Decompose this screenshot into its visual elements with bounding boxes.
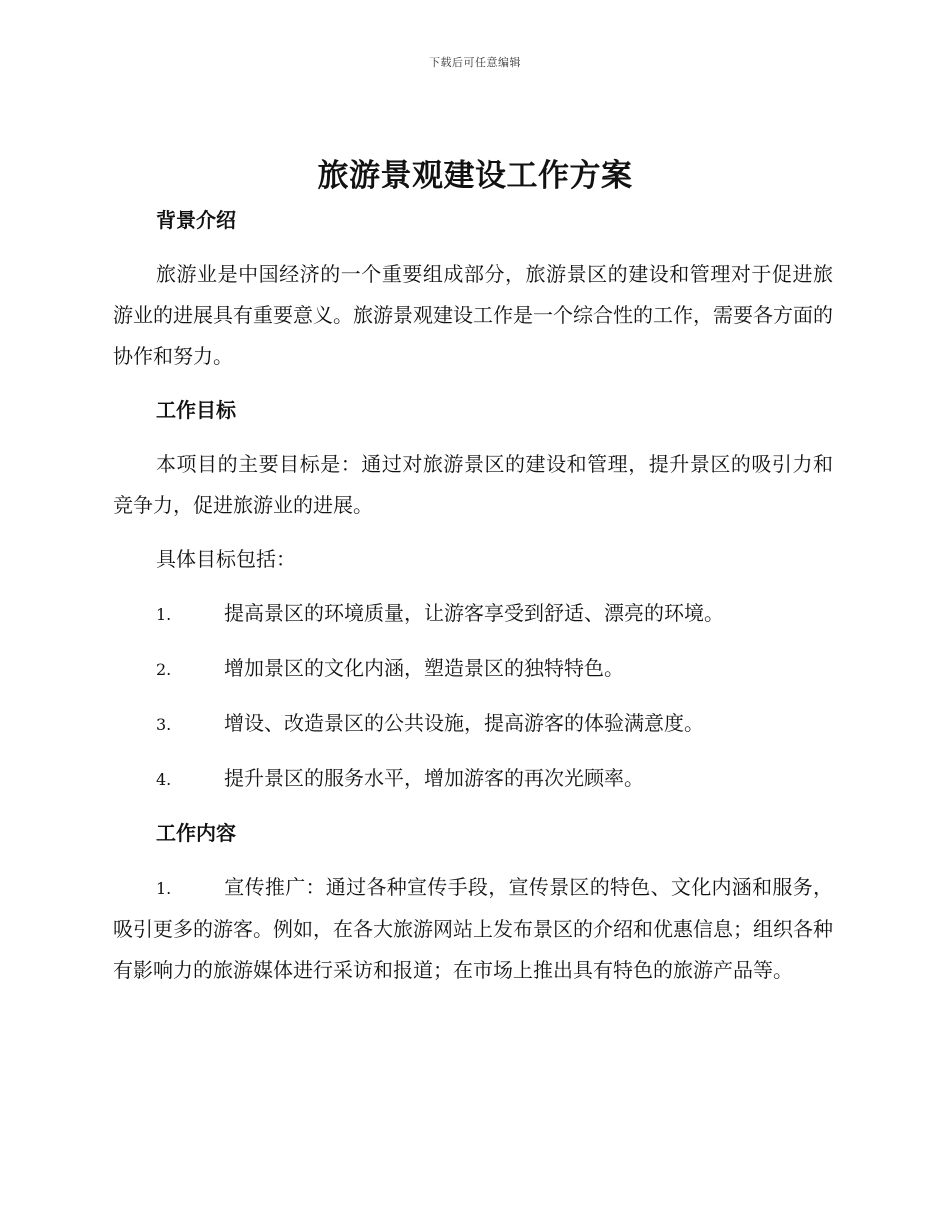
goals-paragraph: 本项目的主要目标是：通过对旅游景区的建设和管理，提升景区的吸引力和竞争力，促进旅游业的进展。 (113, 452, 833, 517)
list-text: 宣传推广：通过各种宣传手段，宣传景区的特色、文化内涵和服务，吸引更多的游客。例如，在各大旅游网站上发布景区的介绍和优惠信息；组织各种有影响力的旅游媒体进行采访和报道；在市场上推出具有特色的旅游产品等。 (113, 875, 833, 982)
list-number: 3. (156, 715, 172, 734)
list-text: 提升景区的服务水平，增加游客的再次光顾率。 (224, 766, 644, 790)
section-heading-background: 背景介绍 (156, 208, 236, 232)
content-list-item (113, 867, 833, 991)
goal-list-item (113, 758, 833, 800)
section-heading-goals: 工作目标 (156, 398, 236, 422)
background-paragraph: 旅游业是中国经济的一个重要组成部分，旅游景区的建设和管理对于促进旅游业的进展具有重要意义。旅游景观建设工作是一个综合性的工作，需要各方面的协作和努力。 (113, 262, 833, 368)
list-number: 1. (156, 879, 172, 898)
page-header-note: 下载后可任意编辑 (429, 56, 521, 69)
list-number: 4. (156, 770, 172, 789)
document-body (113, 200, 833, 991)
section-heading-content: 工作内容 (156, 821, 236, 845)
list-number: 2. (156, 660, 172, 679)
goal-list-item (113, 593, 833, 635)
goals-intro: 具体目标包括： (156, 547, 296, 571)
list-number: 1. (156, 605, 172, 624)
goal-list-item (113, 648, 833, 690)
document-title: 旅游景观建设工作方案 (317, 158, 633, 194)
goal-list-item (113, 703, 833, 745)
list-text: 提高景区的环境质量，让游客享受到舒适、漂亮的环境。 (224, 601, 724, 625)
list-text: 增设、改造景区的公共设施，提高游客的体验满意度。 (224, 711, 704, 735)
list-text: 增加景区的文化内涵，塑造景区的独特特色。 (224, 656, 624, 680)
